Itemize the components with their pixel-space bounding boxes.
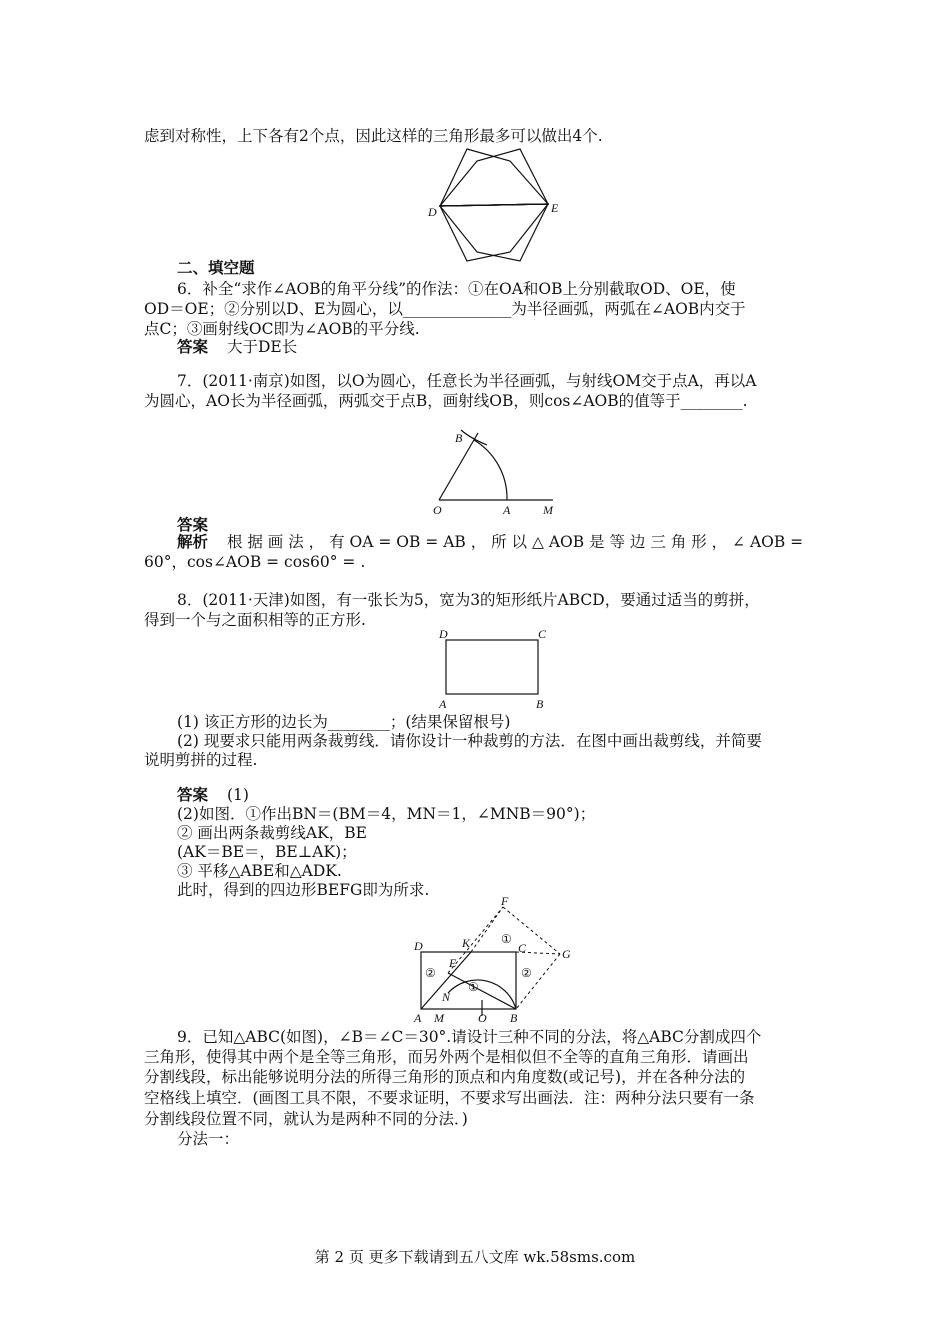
region-1-mid: ① (468, 980, 479, 994)
q7-line-1: 7．(2011·南京)如图，以O为圆心，任意长为半径画弧，与射线OM交于点A，再以A (177, 372, 757, 390)
q8-answer-1: (2)如图．①作出BN＝(BM＝4，MN＝1，∠MNB＝90°)； (177, 805, 596, 823)
region-2-right: ② (521, 966, 532, 980)
figure-rectangle (430, 624, 560, 714)
region-1-top: ① (501, 932, 512, 946)
label-c: C (538, 627, 547, 641)
label-d: D (414, 939, 423, 953)
q6-line-2: OD＝OE；②分别以D、E为圆心，以______________为半径画弧，两弧在∠AOB内交于 (144, 300, 746, 318)
label-a: A (439, 697, 447, 711)
q7-line-2: 为圆心，AO长为半径画弧，两弧交于点B，画射线OB，则cos∠AOB的值等于________. (144, 392, 748, 410)
answer-text: 大于DE长 (226, 338, 298, 356)
label-d: D (439, 627, 448, 641)
label-d: D (428, 205, 437, 219)
q8-part-1: (1) 该正方形的边长为________；(结果保留根号) (177, 713, 511, 731)
q9-line-3: 分割线段，标出能够说明分法的所得三角形的顶点和内角度数(或记号)，并在各种分法的 (144, 1068, 746, 1086)
label-e: E (449, 956, 457, 970)
label-a: A (503, 503, 511, 517)
q8-answer (177, 785, 249, 805)
label-o: O (433, 503, 442, 517)
page-footer: 第 2 页 更多下载请到五八文库 wk.58sms.com (314, 1248, 636, 1266)
q7-analysis-2: 60°，cos∠AOB = cos60° = . (144, 553, 366, 571)
label-k: K (462, 936, 471, 950)
region-2-left: ② (425, 966, 436, 980)
q9-line-4: 空格线上填空．(画图工具不限，不要求证明，不要求写出画法．注：两种分法只要有一条 (144, 1089, 755, 1107)
q6-line-3: 点C；③画射线OC即为∠AOB的平分线. (144, 320, 420, 338)
analysis-text: 根 据 画 法 ， 有 OA = OB = AB ， 所 以 △ AOB 是 等 边 三 角 形 ， ∠ AOB = (226, 533, 804, 551)
label-m: M (434, 1011, 444, 1025)
q9-line-6: 分法一： (177, 1130, 240, 1148)
section-title: 二、填空题 (177, 258, 255, 277)
q9-line-1: 9．已知△ABC(如图)，∠B＝∠C＝30°.请设计三种不同的分法，将△ABC分割成四个 (177, 1028, 762, 1046)
text-line: 虑到对称性，上下各有2个点，因此这样的三角形最多可以做出4个. (144, 127, 603, 145)
label-b: B (455, 431, 463, 445)
q8-line-1: 8．(2011·天津)如图，有一张长为5，宽为3的矩形纸片ABCD，要通过适当的剪拼， (177, 591, 760, 609)
label-a: A (414, 1011, 422, 1025)
answer-label: 答案 (177, 337, 209, 356)
figure-arcs (425, 420, 565, 520)
label-o: O (478, 1011, 487, 1025)
q6-line-1: 6．补全“求作∠AOB的角平分线”的作法：①在OA和OB上分别截取OD、OE，使 (177, 280, 736, 298)
q9-line-5: 分割线段位置不同，就认为是两种不同的分法．) (144, 1110, 468, 1128)
label-f: F (501, 895, 509, 908)
label-m: M (543, 503, 553, 517)
q8-answer-5: 此时，得到的四边形BEFG即为所求. (177, 881, 430, 899)
q8-answer-4: ③ 平移△ABE和△ADK. (177, 862, 342, 880)
answer-text: (1) (226, 786, 249, 804)
label-n: N (442, 990, 451, 1004)
label-c: C (518, 941, 527, 955)
answer-label: 答案 (177, 785, 209, 804)
figure-squares (425, 144, 565, 264)
label-g: G (562, 947, 571, 961)
q8-part-2b: 说明剪拼的过程. (144, 751, 258, 769)
label-b: B (536, 697, 544, 711)
q8-part-2a: (2) 现要求只能用两条裁剪线．请你设计一种裁剪的方法．在图中画出裁剪线，并简要 (177, 732, 762, 750)
q8-answer-2: ② 画出两条裁剪线AK，BE (177, 824, 367, 842)
q8-answer-3: (AK＝BE＝，BE⊥AK)； (177, 843, 357, 861)
figure-cutting (408, 895, 588, 1025)
q8-line-2: 得到一个与之面积相等的正方形. (144, 611, 366, 629)
analysis-label: 解析 (177, 532, 209, 551)
label-b: B (510, 1011, 518, 1025)
q7-analysis (177, 532, 803, 552)
q7-answer-label: 答案 (177, 515, 209, 534)
q9-line-2: 三角形，使得其中两个是全等三角形，而另外两个是相似但不全等的直角三角形．请画出 (144, 1048, 749, 1066)
q6-answer (177, 337, 297, 357)
label-e: E (551, 201, 559, 215)
